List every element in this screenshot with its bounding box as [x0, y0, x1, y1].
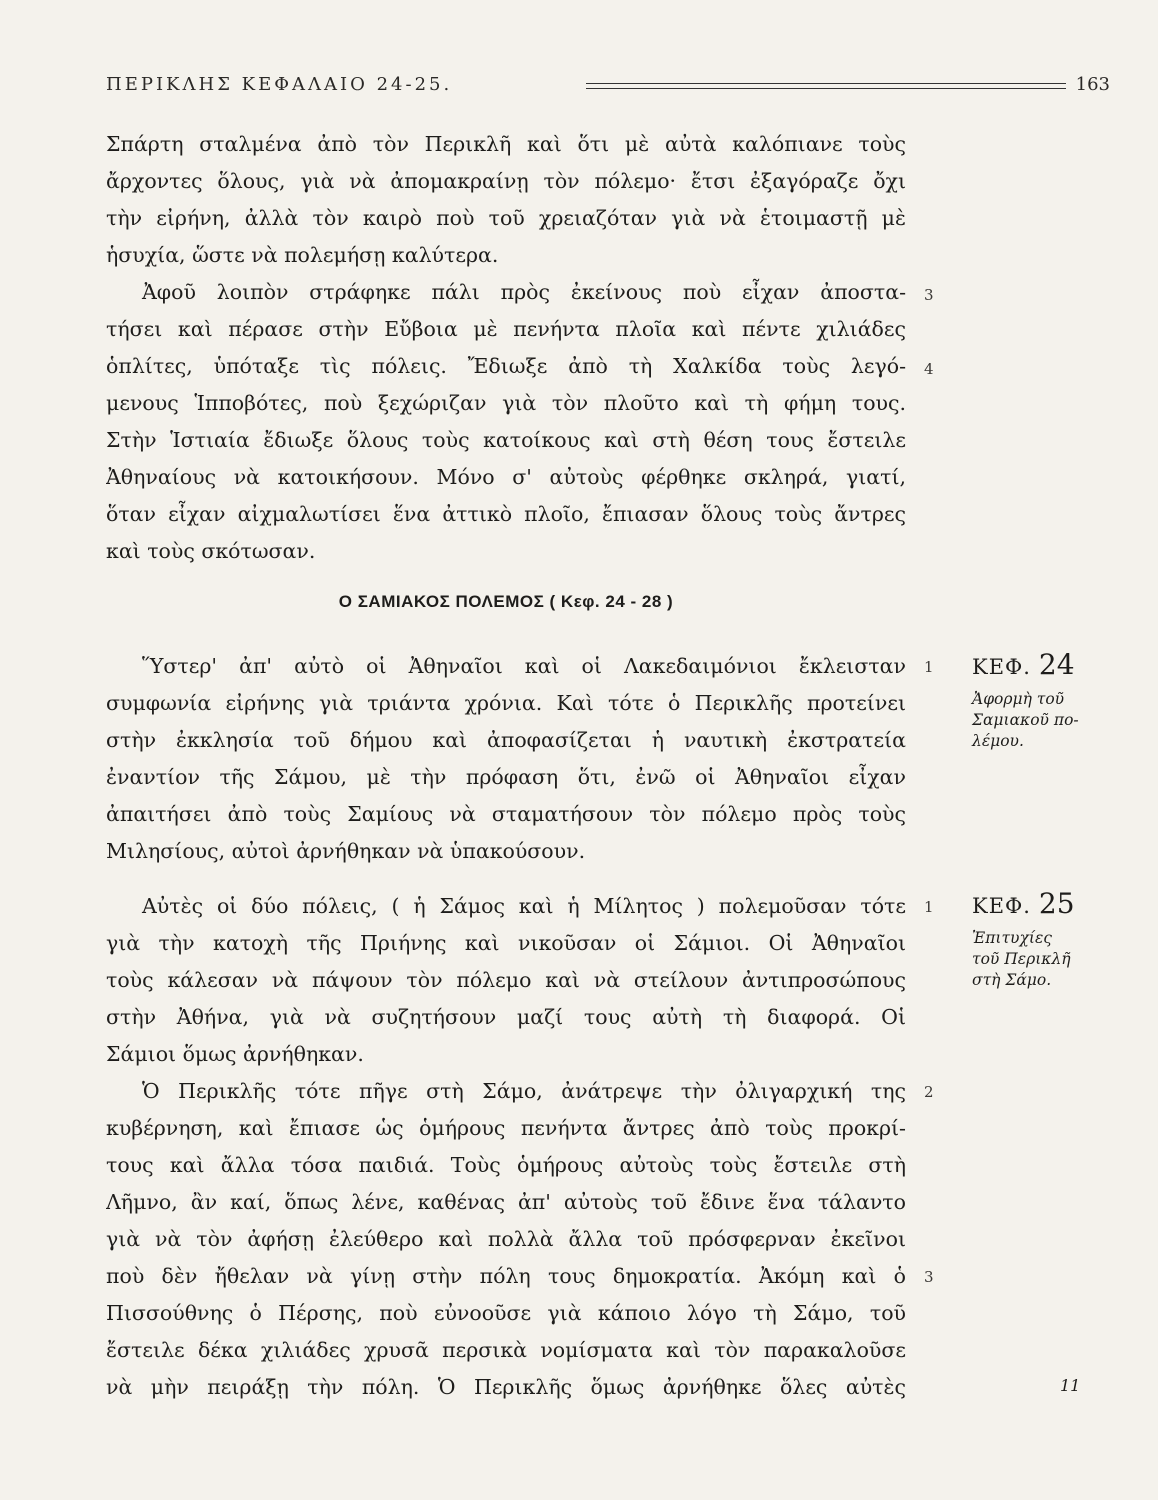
chapter-label: ΚΕΦ. — [972, 894, 1031, 918]
margin-number: 3 — [924, 286, 934, 304]
chapter-note-line: Ἀφορμὴ τοῦ — [972, 690, 1065, 708]
header-rule — [586, 83, 1066, 89]
text-line: Στὴν Ἱστιαία ἔδιωξε ὅλους τοὺς κατοίκους καὶ στὴ θέση τους ἔστειλε — [106, 428, 906, 452]
text-line: Αὐτὲς οἱ δύο πόλεις, ( ἡ Σάμος καὶ ἡ Μίλητος ) πολεμοῦσαν τότε — [142, 894, 906, 918]
chapter-24-margin-note — [972, 648, 1122, 752]
text-line: στὴν Ἀθήνα, γιὰ νὰ συζητήσουν μαζί τους αὐτὴ τὴ διαφορά. Οἱ — [106, 1005, 906, 1029]
text-line: Πισσούθνης ὁ Πέρσης, ποὺ εὐνοοῦσε γιὰ κάποιο λόγο τὴ Σάμο, τοῦ — [106, 1301, 906, 1325]
chapter-note-line: Ἐπιτυχίες — [972, 929, 1052, 947]
text-line: γιὰ τὴν κατοχὴ τῆς Πριήνης καὶ νικοῦσαν οἱ Σάμιοι. Οἱ Ἀθηναῖοι — [106, 931, 906, 955]
chapter-label: ΚΕΦ. — [972, 655, 1031, 679]
text-line: ποὺ δὲν ἤθελαν νὰ γίνῃ στὴν πόλη τους δημοκρατία. Ἀκόμη καὶ ὁ — [106, 1264, 906, 1288]
page-number: 163 — [1075, 74, 1110, 95]
running-header — [106, 72, 1110, 104]
text-line: Σπάρτη σταλμένα ἀπὸ τὸν Περικλῆ καὶ ὅτι μὲ αὐτὰ καλόπιανε τοὺς — [106, 132, 906, 156]
text-line: γιὰ νὰ τὸν ἀφήσῃ ἐλεύθερο καὶ πολλὰ ἄλλα τοῦ πρόσφερναν ἐκεῖνοι — [106, 1227, 906, 1251]
text-line: Ἀθηναίους νὰ κατοικήσουν. Μόνο σ' αὐτοὺς φέρθηκε σκληρά, γιατί, — [106, 465, 906, 489]
text-line: νὰ μὴν πειράξῃ τὴν πόλη. Ὁ Περικλῆς ὅμως ἀρνήθηκε ὅλες αὐτὲς — [106, 1375, 906, 1399]
chapter-note — [972, 689, 1122, 752]
margin-number: 1 — [924, 898, 934, 916]
text-line: τήσει καὶ πέρασε στὴν Εὔβοια μὲ πενήντα πλοῖα καὶ πέντε χιλιάδες — [106, 317, 906, 341]
chapter-note-line: τοῦ Περικλῆ — [972, 950, 1071, 968]
margin-number: 3 — [924, 1268, 934, 1286]
text-line: ἐναντίον τῆς Σάμου, μὲ τὴν πρόφαση ὅτι, ἐνῶ οἱ Ἀθηναῖοι εἶχαν — [106, 765, 906, 789]
text-line: ὅταν εἶχαν αἰχμαλωτίσει ἕνα ἀττικὸ πλοῖο, ἔπιασαν ὅλους τοὺς ἄντρες — [106, 502, 906, 526]
text-line: ἀπαιτήσει ἀπὸ τοὺς Σαμίους νὰ σταματήσουν τὸν πόλεμο πρὸς τοὺς — [106, 802, 906, 826]
section-title: Ο ΣΑΜΙΑΚΟΣ ΠΟΛΕΜΟΣ ( Κεφ. 24 - 28 ) — [338, 592, 674, 611]
text-line: Λῆμνο, ἂν καί, ὅπως λένε, καθένας ἀπ' αὐτοὺς τοῦ ἔδινε ἕνα τάλαντο — [106, 1190, 906, 1214]
margin-number: 1 — [924, 658, 934, 676]
text-line: Ἀφοῦ λοιπὸν στράφηκε πάλι πρὸς ἐκείνους ποὺ εἶχαν ἀποστα- — [142, 280, 906, 304]
text-line: ὁπλίτες, ὑπόταξε τὶς πόλεις. Ἔδιωξε ἀπὸ τὴ Χαλκίδα τοὺς λεγό- — [106, 354, 906, 378]
text-line: ἄρχοντες ὅλους, γιὰ νὰ ἀπομακραίνῃ τὸν πόλεμο· ἔτσι ἐξαγόραζε ὄχι — [106, 169, 906, 193]
text-line: τοὺς κάλεσαν νὰ πάψουν τὸν πόλεμο καὶ νὰ στείλουν ἀντιπροσώπους — [106, 968, 906, 992]
text-line: ἔστειλε δέκα χιλιάδες χρυσᾶ περσικὰ νομίσματα καὶ τὸν παρακαλοῦσε — [106, 1338, 906, 1362]
chapter-note — [972, 928, 1122, 991]
text-block-top — [106, 126, 906, 570]
text-line: Ὁ Περικλῆς τότε πῆγε στὴ Σάμο, ἀνάτρεψε τὴν ὀλιγαρχική της — [142, 1079, 906, 1103]
text-line: Σάμιοι ὅμως ἀρνήθηκαν. — [106, 1042, 364, 1066]
text-line: Μιλησίους, αὐτοὶ ἀρνήθηκαν νὰ ὑπακούσουν. — [106, 839, 586, 863]
folio-mark: 11 — [1060, 1376, 1081, 1395]
margin-number: 4 — [924, 360, 934, 378]
text-line: συμφωνία εἰρήνης γιὰ τριάντα χρόνια. Καὶ τότε ὁ Περικλῆς προτείνει — [106, 691, 906, 715]
chapter-note-line: στὴ Σάμο. — [972, 971, 1052, 989]
text-line: τὴν εἰρήνη, ἀλλὰ τὸν καιρὸ ποὺ τοῦ χρειαζόταν γιὰ νὰ ἑτοιμαστῇ μὲ — [106, 206, 906, 230]
text-line: τους καὶ ἄλλα τόσα παιδιά. Τοὺς ὁμήρους αὐτοὺς τοὺς ἔστειλε στὴ — [106, 1153, 906, 1177]
text-block-chapter-24 — [106, 648, 906, 870]
margin-number: 2 — [924, 1083, 934, 1101]
text-line: Ὕστερ' ἀπ' αὐτὸ οἱ Ἀθηναῖοι καὶ οἱ Λακεδαιμόνιοι ἔκλεισταν — [142, 654, 906, 678]
text-line: ἡσυχία, ὥστε νὰ πολεμήσῃ καλύτερα. — [106, 243, 499, 267]
text-line: κυβέρνηση, καὶ ἔπιασε ὡς ὁμήρους πενήντα ἄντρες ἀπὸ τοὺς προκρί- — [106, 1116, 906, 1140]
header-title: ΠΕΡΙΚΛΗΣ ΚΕΦΑΛΑΙΟ 24-25. — [106, 74, 453, 95]
text-line: καὶ τοὺς σκότωσαν. — [106, 539, 316, 563]
chapter-number: 24 — [1038, 648, 1075, 681]
chapter-note-line: λέμου. — [972, 732, 1024, 750]
chapter-number: 25 — [1038, 887, 1075, 920]
text-block-chapter-25 — [106, 888, 906, 1406]
text-line: στὴν ἐκκλησία τοῦ δήμου καὶ ἀποφασίζεται ἡ ναυτικὴ ἐκστρατεία — [106, 728, 906, 752]
chapter-25-margin-note — [972, 887, 1122, 991]
chapter-note-line: Σαμιακοῦ πο- — [972, 711, 1079, 729]
text-line: μενους Ἱπποβότες, ποὺ ξεχώριζαν γιὰ τὸν πλοῦτο καὶ τὴ φήμη τους. — [106, 391, 906, 415]
